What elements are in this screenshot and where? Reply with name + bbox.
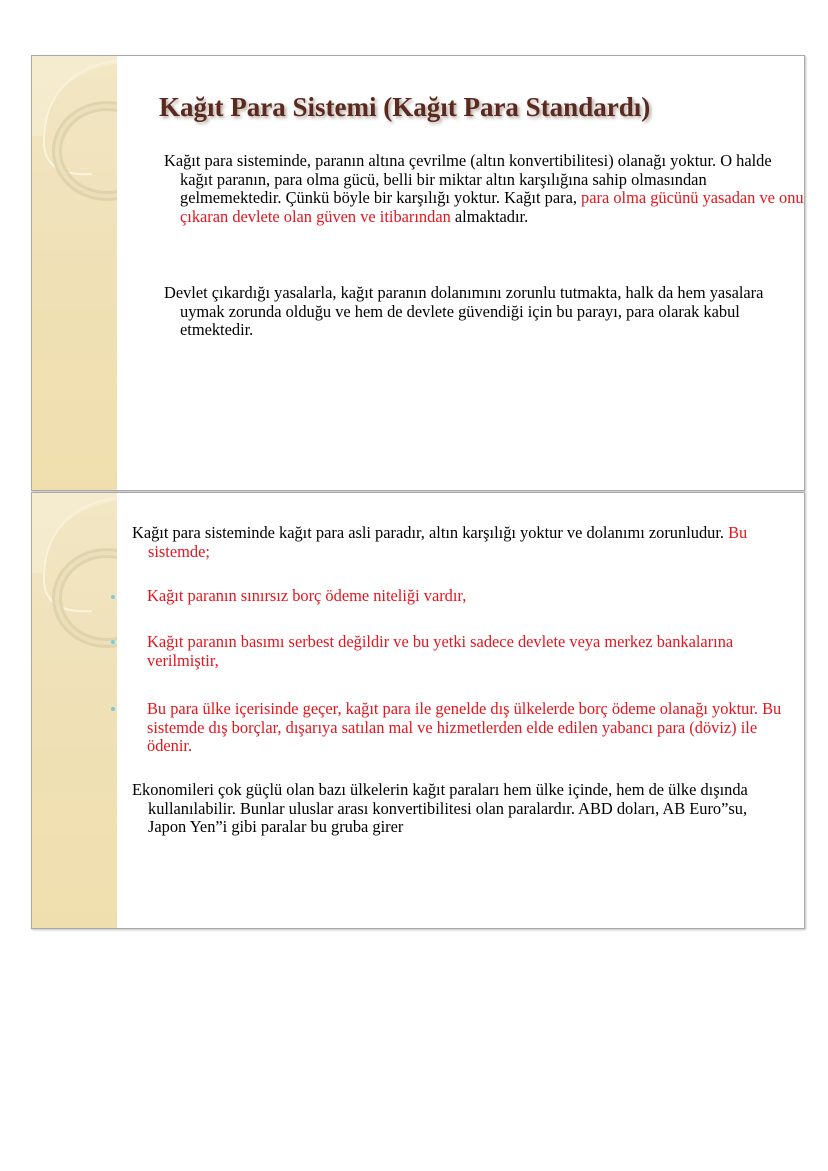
bullet-dot-icon xyxy=(111,707,115,711)
intro-paragraph xyxy=(132,524,805,561)
slide-1 xyxy=(31,55,805,491)
paragraph-text: Kağıt para sisteminde, paranın altına çevrilme (altın konvertibilitesi) olanağı yoktur. O halde kağıt paranın, para olma gücü, belli bir miktar altın karşılığına sahip olmasından gelmemektedir. Çünkü böyle bir karşılığı yoktur. Kağıt para, xyxy=(164,151,772,207)
bullet-dot-icon xyxy=(111,640,115,644)
highlighted-text: Bu sistemde; xyxy=(148,523,748,561)
bullet-item: Kağıt paranın sınırsız borç ödeme niteliği vardır, xyxy=(147,586,467,605)
slide-2 xyxy=(31,492,805,929)
closing-paragraph: Ekonomileri çok güçlü olan bazı ülkelerin kağıt paraları hem ülke içinde, hem de ülke dışında kullanılabilir. Bunlar uluslar arası konvertibilitesi olan paralardır. ABD doları, AB Euro”su, Japon Yen”i gibi paralar bu gruba girer xyxy=(132,780,748,836)
highlighted-text: para olma gücünü yasadan ve onu çıkaran devlete olan güven ve itibarından xyxy=(180,188,804,226)
decorative-swirl-icon xyxy=(32,56,117,490)
paragraph-state-law: Devlet çıkardığı yasalarla, kağıt paranın dolanımını zorunlu tutmakta, halk da hem yasalara uymak zorunda olduğu ve hem de devlete güvendiği için bu parayı, para olarak kabul etmektedir. xyxy=(164,283,764,339)
paragraph-paper-money-definition xyxy=(164,152,805,226)
decorative-swirl-icon xyxy=(32,493,117,928)
bullet-item: Bu para ülke içerisinde geçer, kağıt para ile genelde dış ülkelerde borç ödeme olanağı yoktur. Bu sistemde dış borçlar, dışarıya satılan mal ve hizmetlerden elde edilen yabancı para (döviz) ile ödenir. xyxy=(147,699,782,755)
decorative-side-band xyxy=(32,56,117,490)
decorative-side-band xyxy=(32,493,117,928)
paragraph-text: almaktadır. xyxy=(450,206,529,226)
paragraph-text: Kağıt para sisteminde kağıt para asli paradır, altın karşılığı yoktur ve dolanımı zorunludur. xyxy=(132,523,729,542)
bullet-item: Kağıt paranın basımı serbest değildir ve bu yetki sadece devlete veya merkez bankalarına verilmiştir, xyxy=(147,632,734,670)
bullet-dot-icon xyxy=(111,595,115,599)
slide-title: Kağıt Para Sistemi (Kağıt Para Standardı) xyxy=(159,92,651,122)
